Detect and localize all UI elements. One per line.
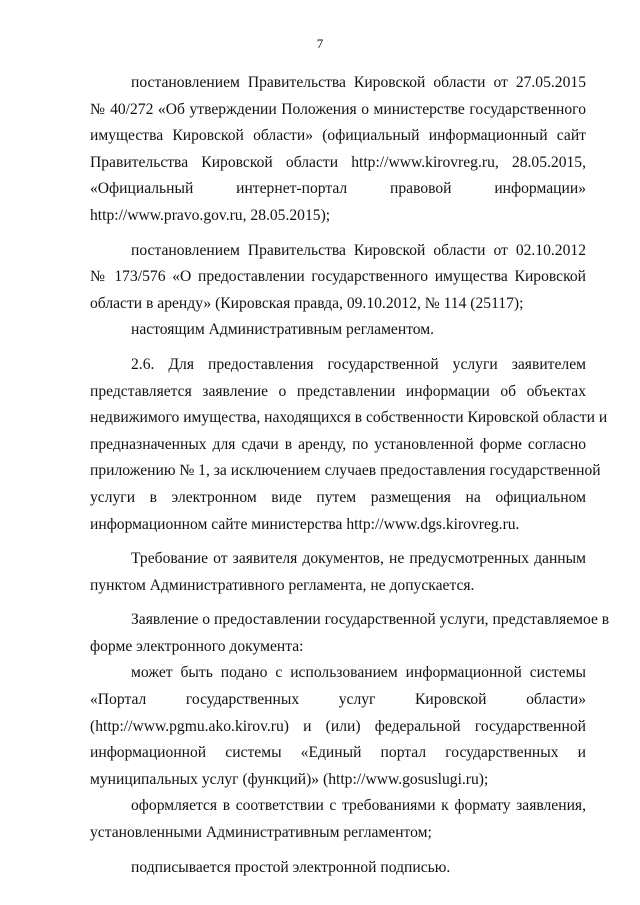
text-line: информационном сайте министерства http://www.dgs.kirovreg.ru.: [90, 515, 520, 533]
text-line: установленными Административным регламентом;: [90, 824, 432, 842]
text-line: представляется заявление о представлении информации об объектах: [90, 382, 586, 400]
text-line: приложению № 1, за исключением случаев предоставления государственной: [90, 462, 601, 480]
text-line: Требование от заявителя документов, не предусмотренных данным: [131, 550, 586, 568]
paragraph: [90, 855, 586, 882]
text-line: пунктом Административного регламента, не допускается.: [90, 576, 475, 594]
text-line: услуги в электронном виде путем размещения на официальном: [90, 488, 586, 506]
text-line: области в аренду» (Кировская правда, 09.10.2012, № 114 (25117);: [90, 294, 524, 312]
text-line: «Портал государственных услуг Кировской области»: [90, 691, 586, 709]
text-line: постановлением Правительства Кировской области от 27.05.2015: [131, 74, 586, 91]
text-line: (http://www.pgmu.ako.kirov.ru) и (или) федеральной государственной: [90, 717, 586, 735]
paragraph: [90, 546, 586, 599]
text-line: подписывается простой электронной подписью.: [131, 858, 451, 876]
text-line: недвижимого имущества, находящихся в собственности Кировской области и: [90, 409, 608, 427]
text-line: постановлением Правительства Кировской области от 02.10.2012: [131, 241, 586, 259]
paragraph: [90, 352, 608, 538]
text-line: может быть подано с использованием информационной системы: [131, 664, 586, 682]
text-line: оформляется в соответствии с требованиями к формату заявления,: [131, 797, 586, 815]
document-body: [90, 70, 610, 881]
text-line: предназначенных для сдачи в аренду, по установленной форме согласно: [90, 435, 586, 453]
paragraph: [90, 793, 586, 846]
text-line: № 40/272 «Об утверждении Положения о министерстве государственного: [90, 100, 586, 118]
text-line: 2.6. Для предоставления государственной услуги заявителем: [131, 355, 586, 373]
text-line: http://www.pravo.gov.ru, 28.05.2015);: [90, 206, 331, 224]
text-line: настоящим Административным регламентом.: [131, 321, 435, 339]
text-line: Заявление о предоставлении государственной услуги, представляемое в: [131, 611, 610, 629]
text-line: Правительства Кировской области http://www.kirovreg.ru, 28.05.2015,: [90, 153, 586, 171]
page-number: 7: [316, 36, 324, 51]
text-line: форме электронного документа:: [90, 637, 304, 655]
paragraph: [90, 660, 586, 793]
paragraph: [90, 607, 610, 660]
paragraph: [90, 70, 586, 230]
text-line: имущества Кировской области» (официальный информационный сайт: [90, 127, 586, 145]
text-line: «Официальный интернет-портал правовой информации»: [90, 180, 586, 198]
paragraph: [90, 238, 586, 318]
text-line: муниципальных услуг (функций)» (http://www.gosuslugi.ru);: [90, 770, 489, 788]
text-line: информационной системы «Единый портал государственных и: [90, 744, 586, 762]
paragraph: [90, 317, 586, 344]
text-line: № 173/576 «О предоставлении государственного имущества Кировской: [90, 268, 586, 286]
